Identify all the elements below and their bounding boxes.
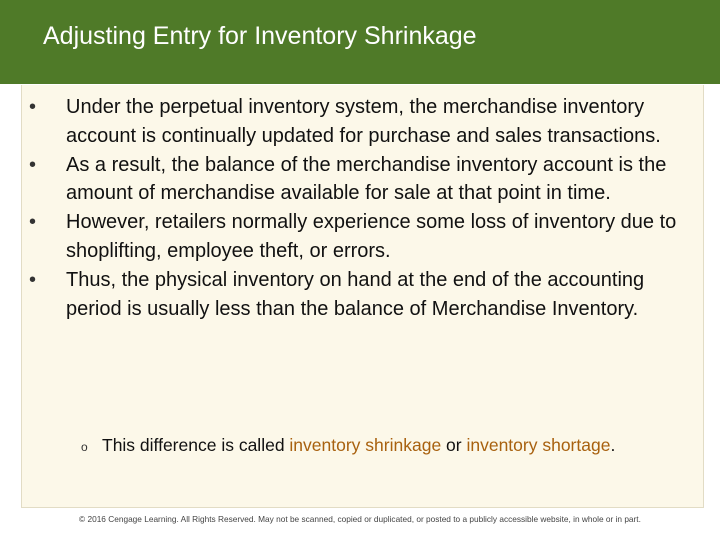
- sub-bullet-text-1: This difference is called: [102, 435, 290, 455]
- sub-bullet-text-2: or: [441, 435, 467, 455]
- bullet-text: As a result, the balance of the merchandise inventory account is the amount of merchandise available for sale at that point in time.: [66, 153, 667, 205]
- bullet-dot-icon: •: [29, 96, 37, 118]
- bullet-dot-icon: •: [29, 153, 37, 176]
- bullet-item: [29, 208, 679, 266]
- slide-title: Adjusting Entry for Inventory Shrinkage: [43, 22, 477, 50]
- copyright-footer: © 2016 Cengage Learning. All Rights Reserved. May not be scanned, copied or duplicated, or posted to a publicly accessible website, in whole or in part.: [79, 514, 641, 524]
- sub-bullet-item: [81, 433, 662, 458]
- title-bar: [0, 0, 720, 84]
- bullet-item: [29, 93, 679, 151]
- sub-bullet-circle-icon: o: [81, 440, 88, 454]
- term-inventory-shrinkage: inventory shrinkage: [289, 435, 442, 455]
- bullet-text: However, retailers normally experience some loss of inventory due to shoplifting, employee theft, or errors.: [66, 211, 677, 262]
- term-inventory-shortage: inventory shortage: [466, 435, 611, 455]
- bullet-text: Thus, the physical inventory on hand at the end of the accounting period is usually less than the balance of Merchandise Inventory.: [66, 268, 645, 320]
- sub-bullet-text-3: .: [610, 435, 616, 455]
- bullet-list: [29, 93, 679, 323]
- bullet-dot-icon: •: [29, 211, 37, 234]
- bullet-item: [29, 266, 679, 324]
- bullet-dot-icon: •: [29, 268, 37, 291]
- bullet-text: Under the perpetual inventory system, the merchandise inventory account is continually updated for purchase and sales transactions.: [66, 96, 661, 147]
- bullet-item: [29, 151, 679, 209]
